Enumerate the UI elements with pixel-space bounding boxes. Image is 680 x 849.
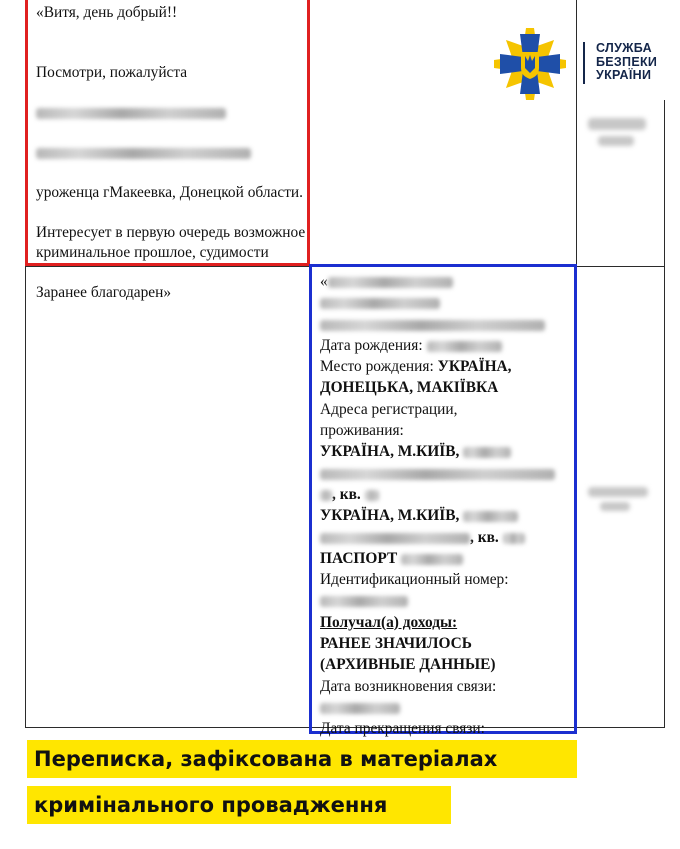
logo-name-line-3: УКРАЇНИ: [596, 68, 652, 82]
message-request-line: Посмотри, пожалуйста: [36, 64, 188, 81]
redacted-street-2a: [463, 511, 518, 522]
logo-name: [596, 42, 657, 83]
address-2-row: [320, 505, 574, 526]
id-label: Идентификационный номер:: [320, 571, 509, 589]
apartment-2-label: , кв.: [470, 528, 499, 546]
redacted-birthdate: [36, 148, 251, 159]
id-value-row: [320, 590, 574, 611]
table-left-border: [25, 266, 26, 728]
open-quote: «: [320, 273, 328, 290]
link-start-label: Дата возникновения связи:: [320, 677, 497, 695]
income-value-1: РАНЕЕ ЗНАЧИЛОСЬ: [320, 635, 472, 653]
caption-line-2: кримінального провадження: [27, 786, 451, 824]
address-1-value: УКРАЇНА, М.КИЇВ,: [320, 443, 460, 461]
message-request: [36, 43, 307, 203]
link-start-value-row: [320, 697, 574, 718]
birthplace-label: Место рождения:: [320, 358, 434, 376]
redacted-id-number: [320, 596, 408, 607]
link-end-label: Дата прекращения связи:: [320, 720, 485, 738]
redacted-street-1b: [320, 469, 555, 480]
dob-row: [320, 335, 574, 356]
registry-result-box: [309, 264, 577, 738]
redacted-side-cell-bottom-2: [600, 502, 630, 511]
passport-label: ПАСПОРТ: [320, 549, 398, 567]
passport-row: [320, 548, 574, 569]
redacted-street-1a: [463, 447, 511, 458]
redacted-apartment-1: [365, 490, 379, 501]
redacted-surname: [328, 277, 453, 288]
redacted-house-1: [320, 490, 332, 501]
message-greeting: «Витя, день добрый!!: [36, 4, 178, 21]
result-name-line-3: [320, 314, 574, 335]
request-message-box: [25, 0, 310, 301]
logo-name-line-1: СЛУЖБА: [596, 41, 652, 55]
message-birthplace: уроженца гМакеевка, Донецкой области.: [36, 184, 304, 201]
result-name-line-1: [320, 271, 574, 292]
address-label-1: Адреса регистрации,: [320, 400, 458, 418]
redacted-street-2b: [320, 533, 470, 544]
address-2-value: УКРАЇНА, М.КИЇВ,: [320, 507, 460, 525]
address-1-row: [320, 441, 574, 462]
redacted-side-cell-top-2: [598, 136, 634, 146]
address-label-2: проживания:: [320, 422, 404, 440]
address-1-apartment-row: [320, 484, 574, 505]
redacted-apartment-2: [503, 533, 525, 544]
redacted-link-start-date: [320, 703, 400, 714]
message-thanks: Заранее благодарен»: [36, 284, 172, 301]
redacted-first-name: [320, 298, 440, 309]
birthplace-value-1: УКРАЇНА,: [437, 358, 512, 376]
address-1-street-row: [320, 463, 574, 484]
redacted-side-cell-bottom: [588, 487, 648, 497]
redacted-dob: [427, 341, 502, 352]
dob-label: Дата рождения:: [320, 336, 423, 354]
caption-line-1: Переписка, зафіксована в матеріалах: [27, 740, 577, 778]
logo-separator: [583, 42, 585, 84]
redacted-passport: [401, 554, 463, 565]
birthplace-row: [320, 356, 574, 377]
birthplace-value-2: ДОНЕЦЬКА, МАКІЇВКА: [320, 379, 499, 397]
message-interest: Интересует в первую очередь возможное криминальное прошлое, судимости: [36, 224, 306, 261]
redacted-side-cell-top: [588, 118, 646, 130]
income-value-2: (АРХИВНЫЕ ДАННЫЕ): [320, 656, 496, 674]
redacted-name: [36, 108, 226, 119]
result-name-line-2: [320, 292, 574, 313]
redacted-patronymic: [320, 320, 545, 331]
logo-name-line-2: БЕЗПЕКИ: [596, 54, 658, 69]
address-2-apartment-row: [320, 527, 574, 548]
apartment-1-label: , кв.: [332, 485, 361, 503]
income-label: Получал(а) доходы:: [320, 613, 458, 631]
table-right-border: [664, 100, 665, 728]
